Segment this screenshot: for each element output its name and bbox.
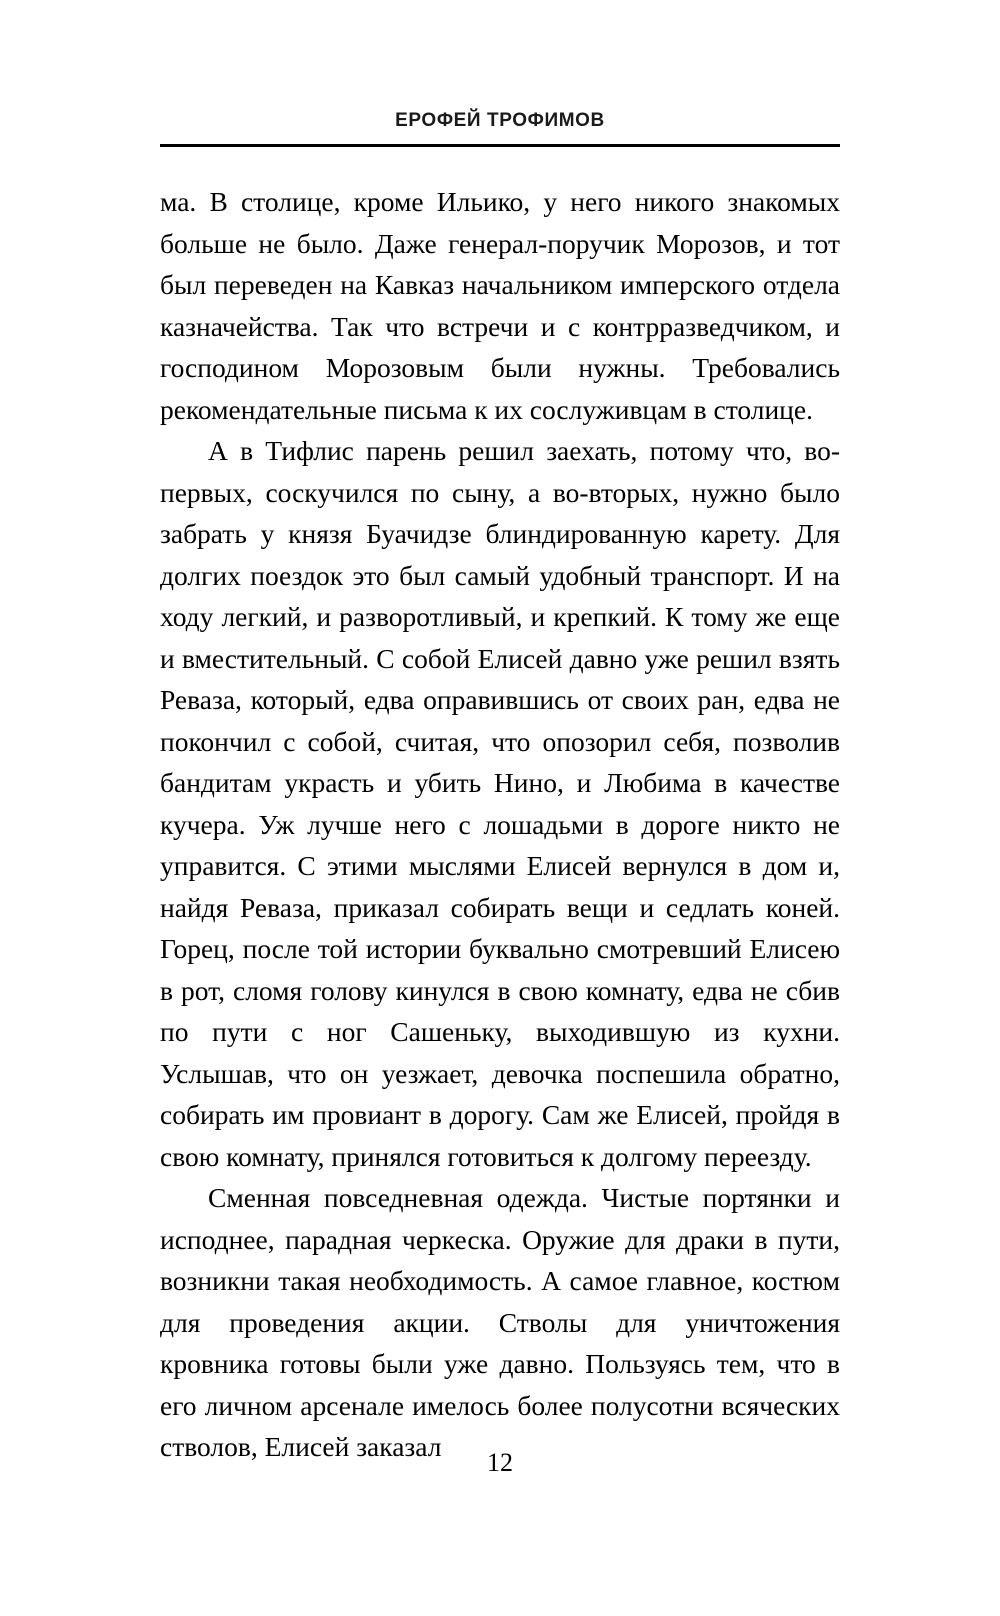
- running-head-author: ЕРОФЕЙ ТРОФИМОВ: [395, 110, 605, 131]
- page-number: 12: [487, 1448, 513, 1477]
- page-content: [160, 110, 840, 1468]
- body-text: [160, 181, 840, 1468]
- paragraph-1: ма. В столице, кроме Ильико, у него никого знакомых больше не было. Даже генерал-поручик Морозов, и тот был переведен на Кавказ начальником имперского отдела казначейства. Так что встречи и с контрразведчиком, и господином Морозовым были нужны. Требовались рекомендательные письма к их сослуживцам в столице.: [160, 186, 840, 425]
- paragraph-3: Сменная повседневная одежда. Чистые портянки и исподнее, парадная черкеска. Оружие для драки в пути, возникни такая необходимость. А самое главное, костюм для проведения акции. Стволы для уничтожения кровника готовы были уже давно. Пользуясь тем, что в его личном арсенале имелось более полусотни всяческих стволов, Елисей заказал: [160, 1182, 840, 1462]
- paragraph-2: А в Тифлис парень решил заехать, потому что, во-первых, соскучился по сыну, а во-вторых, нужно было забрать у князя Буачидзе блиндированную карету. Для долгих поездок это был самый удобный транспорт. И на ходу легкий, и разворотливый, и крепкий. К тому же еще и вместительный. С собой Елисей давно уже решил взять Реваза, который, едва оправившись от своих ран, едва не покончил с собой, считая, что опозорил себя, позволив бандитам украсть и убить Нино, и Любима в качестве кучера. Уж лучше него с лошадьми в дороге никто не управится. С этими мыслями Елисей вернулся в дом и, найдя Реваза, приказал собирать вещи и седлать коней. Горец, после той истории буквально смотревший Елисею в рот, сломя голову кинулся в свою комнату, едва не сбив по пути с ног Сашеньку, выходившую из кухни. Услышав, что он уезжает, девочка поспешила обратно, собирать им провиант в дорогу. Сам же Елисей, пройдя в свою комнату, принялся готовиться к долгому переезду.: [160, 435, 840, 1172]
- header-divider: [160, 144, 840, 147]
